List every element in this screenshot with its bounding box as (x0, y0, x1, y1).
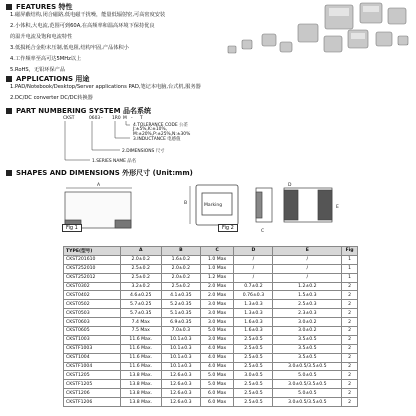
table-cell: 2.5±0.2 (120, 264, 161, 273)
table-cell: CKSTF1205 (64, 380, 121, 389)
table-cell: 5.0±0.5 (273, 389, 342, 398)
table-cell: 2 (342, 380, 358, 389)
pn-code-packing: T (140, 116, 143, 121)
table-cell: 7.4 Max (120, 318, 161, 327)
table-cell: 12.6±0.3 (161, 371, 200, 380)
table-cell: 2 (342, 389, 358, 398)
table-cell: 12.6±0.3 (161, 380, 200, 389)
table-cell: / (273, 264, 342, 273)
table-cell: 1.6±0.3 (234, 318, 273, 327)
fig1-label: Fig 1 (62, 224, 82, 232)
table-cell: / (273, 273, 342, 282)
column-header: D (234, 247, 273, 256)
table-row (64, 273, 358, 282)
table-cell: 1.6±0.3 (234, 327, 273, 336)
table-cell: 3.0 Max (200, 309, 234, 318)
table-row (64, 353, 358, 362)
section-bullet-icon (6, 170, 12, 176)
table-cell: CKST1003 (64, 335, 121, 344)
table-cell: 10.1±0.3 (161, 344, 200, 353)
spec-table (63, 246, 358, 407)
table-cell: 2.5±0.5 (234, 344, 273, 353)
table-cell: 1 (342, 255, 358, 264)
table-cell: 1 (342, 264, 358, 273)
part-numbering-heading-row (6, 106, 151, 116)
table-cell: 2.5±0.5 (234, 398, 273, 407)
table-cell: 2.0±0.2 (161, 264, 200, 273)
table-cell: 2.5±0.5 (234, 353, 273, 362)
table-row (64, 344, 358, 353)
table-cell: 2 (342, 309, 358, 318)
table-cell: 2 (342, 353, 358, 362)
table-row (64, 264, 358, 273)
table-cell: 7.0±0.3 (161, 327, 200, 336)
table-cell: 13.8 Max. (120, 380, 161, 389)
table-cell: 11.6 Max. (120, 344, 161, 353)
table-cell: 2 (342, 291, 358, 300)
table-cell: 12.6±0.3 (161, 389, 200, 398)
application-line: 2.DC/DC converter DC/DC转换器 (10, 95, 93, 101)
table-row (64, 309, 358, 318)
table-cell: 2.5±0.3 (273, 300, 342, 309)
fig1-dim-a: A (97, 183, 101, 188)
pn-label-tolerance-values: J:±5%,K:±10%, (133, 127, 168, 132)
table-cell: 5.7±0.35 (120, 309, 161, 318)
table-cell: 2.0±0.2 (161, 273, 200, 282)
table-cell: 3.5±0.5 (273, 344, 342, 353)
table-cell: 2.5±0.5 (234, 389, 273, 398)
applications-heading-row (6, 74, 89, 84)
column-header: C (200, 247, 234, 256)
table-cell: 3.0±0.2 (273, 327, 342, 336)
fig2-drawing (182, 180, 358, 236)
table-cell: 5.0 Max (200, 327, 234, 336)
table-cell: CKST0402 (64, 291, 121, 300)
table-cell: 3.0 Max (200, 300, 234, 309)
fig2-dim-e: E (336, 205, 339, 210)
table-cell: 1 (342, 273, 358, 282)
table-row (64, 291, 358, 300)
table-cell: 2 (342, 300, 358, 309)
table-cell: 7.5 Max (120, 327, 161, 336)
table-cell: CKST0503 (64, 309, 121, 318)
table-cell: 2.5±0.5 (234, 380, 273, 389)
table-cell: CKST1206 (64, 389, 121, 398)
table-cell: / (273, 255, 342, 264)
table-cell: / (234, 255, 273, 264)
table-cell: 2 (342, 318, 358, 327)
table-cell: 5.2±0.35 (161, 300, 200, 309)
feature-line: 2.小体积,大电流,范围可到60A,在高频率和温高环境下保持优良 (10, 23, 155, 29)
pn-code-tolerance: M (123, 116, 127, 121)
table-row (64, 335, 358, 344)
table-cell: 10.1±0.3 (161, 362, 200, 371)
table-cell: 10.1±0.3 (161, 335, 200, 344)
fig2-marking: Marking (204, 203, 223, 208)
features-heading-row (6, 2, 73, 12)
table-cell: 6.0 Max (200, 398, 234, 407)
table-cell: 6.0 Max (200, 389, 234, 398)
column-header: A (120, 247, 161, 256)
table-cell: 0.7±0.2 (234, 282, 273, 291)
table-cell: / (234, 273, 273, 282)
column-header: TYPE(型号) (64, 247, 121, 256)
table-cell: 2.5±0.2 (120, 273, 161, 282)
pn-code-series: CKST (63, 116, 75, 121)
table-cell: 2 (342, 335, 358, 344)
table-cell: 4.0 Max (200, 344, 234, 353)
table-row (64, 389, 358, 398)
table-row (64, 282, 358, 291)
table-cell: CKST201610 (64, 255, 121, 264)
table-header-row (64, 247, 358, 256)
table-cell: 1.6±0.2 (161, 255, 200, 264)
table-row (64, 398, 358, 407)
table-cell: 2 (342, 371, 358, 380)
table-body (64, 255, 358, 406)
fig2-dim-d: D (288, 183, 292, 188)
table-cell: 2.5±0.5 (234, 335, 273, 344)
table-cell: 11.6 Max. (120, 335, 161, 344)
table-cell: 1.2 Max (200, 273, 234, 282)
table-cell: 2.5±0.5 (234, 362, 273, 371)
table-cell: CKST1205 (64, 371, 121, 380)
section-bullet-icon (6, 76, 12, 82)
table-cell: 5.0±0.5 (273, 371, 342, 380)
table-cell: 3.0±0.2 (273, 318, 342, 327)
pn-code-inductance: 1R0 (112, 116, 121, 121)
table-cell: 4.6±0.25 (120, 291, 161, 300)
table-cell: 1.2±0.2 (273, 282, 342, 291)
table-cell: 2 (342, 327, 358, 336)
table-cell: 3.0±0.5/3.5±0.5 (273, 380, 342, 389)
table-cell: 5.7±0.25 (120, 300, 161, 309)
column-header: E (273, 247, 342, 256)
table-cell: 5.1±0.35 (161, 309, 200, 318)
table-cell: 13.8 Max. (120, 371, 161, 380)
features-heading: FEATURES 特性 (16, 3, 73, 11)
pn-code-dash: - (131, 116, 133, 121)
table-cell: 3.0±0.5/3.5±0.5 (273, 398, 342, 407)
table-cell: CKSTF1004 (64, 362, 121, 371)
table-cell: CKST0502 (64, 300, 121, 309)
table-row (64, 327, 358, 336)
section-bullet-icon (6, 4, 12, 10)
table-cell: 1.3±0.3 (234, 309, 273, 318)
table-cell: CKST0302 (64, 282, 121, 291)
fig2-dim-c: C (261, 229, 265, 234)
section-bullet-icon (6, 108, 12, 114)
applications-heading: APPLICATIONS 用途 (16, 75, 90, 83)
part-numbering-heading: PART NUMBERING SYSTEM 品名系统 (16, 107, 151, 115)
table-cell: 1.5±0.3 (273, 291, 342, 300)
fig2-dim-b: B (184, 201, 188, 206)
pn-label-tolerance-values: M:±20%,P:±25%,N:±30% (133, 132, 191, 137)
table-cell: 2.0±0.2 (120, 255, 161, 264)
table-cell: CKST252012 (64, 273, 121, 282)
pn-label-inductance: 3.INDUCTANCE 电感值 (133, 137, 181, 142)
pn-code-dimension: 0603 (89, 116, 101, 121)
table-cell: 2.3±0.3 (273, 309, 342, 318)
table-row (64, 255, 358, 264)
table-row (64, 380, 358, 389)
table-cell: 1.0 Max (200, 264, 234, 273)
table-row (64, 300, 358, 309)
table-cell: 10.1±0.3 (161, 353, 200, 362)
feature-line: 5.RoHS，无铅环保产品 (10, 67, 66, 73)
pn-code-dash: - (101, 116, 103, 121)
table-cell: 0.76±0.3 (234, 291, 273, 300)
table-cell: CKSTF1003 (64, 344, 121, 353)
table-cell: 4.0 Max (200, 362, 234, 371)
table-cell: 3.0 Max (200, 318, 234, 327)
table-cell: 11.6 Max. (120, 353, 161, 362)
table-cell: 2 (342, 344, 358, 353)
fig2-label: Fig 2 (218, 224, 238, 232)
table-cell: 3.0±0.5/3.5±0.5 (273, 362, 342, 371)
table-cell: 3.0±0.5 (234, 371, 273, 380)
table-cell: 4.1±0.35 (161, 291, 200, 300)
table-cell: 2 (342, 362, 358, 371)
table-cell: 2.0 Max (200, 282, 234, 291)
column-header: B (161, 247, 200, 256)
table-cell: 2.5±0.2 (161, 282, 200, 291)
product-photo (212, 2, 412, 68)
feature-line: 的温升电流及饱和电流特性 (10, 34, 73, 40)
table-cell: 13.8 Max. (120, 398, 161, 407)
table-cell: 11.6 Max. (120, 362, 161, 371)
table-cell: 2 (342, 282, 358, 291)
table-cell: 2.0 Max (200, 291, 234, 300)
pn-label-tolerance: 4.TOLERANCE CODE 公差 (133, 123, 188, 128)
table-cell: 3.0 Max (200, 335, 234, 344)
shapes-heading: SHAPES AND DIMENSIONS 外形尺寸 (Unit:mm) (16, 169, 193, 177)
table-cell: 1.3±0.3 (234, 300, 273, 309)
shapes-heading-row (6, 168, 193, 178)
table-row (64, 362, 358, 371)
table-cell: 13.8 Max. (120, 389, 161, 398)
table-cell: 4.0 Max (200, 353, 234, 362)
table-cell: CKST0605 (64, 327, 121, 336)
table-cell: 3.5±0.5 (273, 353, 342, 362)
column-header: Fig (342, 247, 358, 256)
feature-line: 4.工作频率至高可达5MHz以上 (10, 56, 82, 62)
table-cell: CKST1004 (64, 353, 121, 362)
table-cell: CKST0603 (64, 318, 121, 327)
table-cell: 12.6±0.3 (161, 398, 200, 407)
table-row (64, 318, 358, 327)
table-cell: 3.2±0.2 (120, 282, 161, 291)
feature-line: 3.低损耗合金粉末压制,低电阻,结构牢固,产品体积小 (10, 45, 129, 51)
pn-label-series: 1.SERIES NAME 品名 (92, 159, 137, 164)
table-cell: CKST252010 (64, 264, 121, 273)
table-cell: 5.0 Max (200, 380, 234, 389)
table-cell: 1.0 Max (200, 255, 234, 264)
table-row (64, 371, 358, 380)
table-cell: / (234, 264, 273, 273)
table-cell: 6.9±0.35 (161, 318, 200, 327)
table-cell: 2 (342, 398, 358, 407)
application-line: 1.PAD/Notebook/Desktop/Server applications PAD,笔记本电脑,台式机,服务器 (10, 84, 201, 90)
table-cell: 3.5±0.5 (273, 335, 342, 344)
table-cell: 5.0 Max (200, 371, 234, 380)
table-cell: CKSTF1206 (64, 398, 121, 407)
pn-label-dimensions: 2.DIMENSIONS 尺寸 (122, 149, 165, 154)
feature-line: 1.磁屏蔽结构,闭合磁路,低电磁干扰噪，能量低辐射密,可高密度安装 (10, 12, 166, 18)
